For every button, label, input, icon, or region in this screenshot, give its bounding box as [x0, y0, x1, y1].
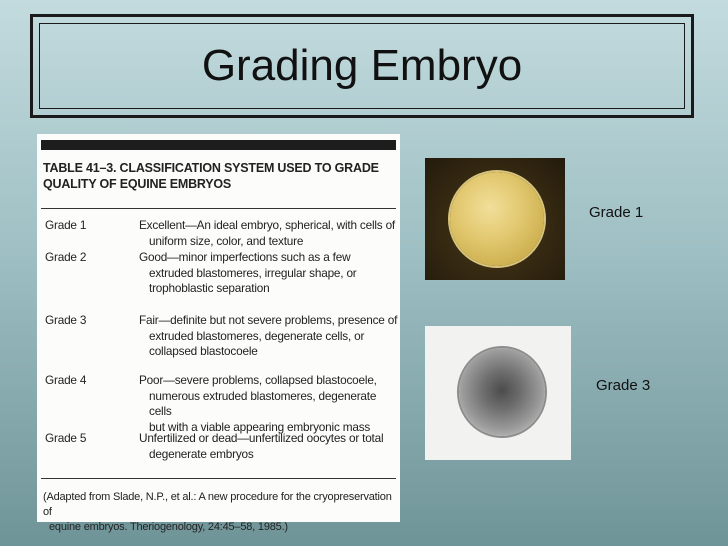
table-title — [43, 160, 393, 192]
description-line: Good—minor imperfections such as a few — [139, 250, 351, 264]
description-line: numerous extruded blastomeres, degenerate cells — [149, 388, 377, 418]
grade-1-embryo-photo — [425, 158, 565, 280]
description-line: but with a viable appearing embryonic mass — [149, 419, 371, 434]
description-line: uniform size, color, and texture — [149, 233, 304, 248]
description-line: Excellent—An ideal embryo, spherical, with cells of — [139, 218, 396, 232]
description-line: Poor—severe problems, collapsed blastocoele, — [139, 373, 377, 387]
grade-description — [139, 431, 401, 462]
grade-description — [139, 373, 401, 435]
grade-1-embryo — [450, 172, 544, 266]
table-footer-rule — [41, 478, 396, 479]
description-line: degenerate embryos — [149, 446, 254, 461]
title-frame — [30, 14, 694, 118]
table-top-rule — [41, 140, 396, 150]
description-line: extruded blastomeres, degenerate cells, or — [149, 328, 365, 343]
description-line: extruded blastomeres, irregular shape, or — [149, 265, 357, 280]
grade-3-embryo — [459, 348, 545, 436]
grade-3-embryo-photo — [425, 326, 571, 460]
slide-title: Grading Embryo — [201, 41, 523, 90]
source-line-1: (Adapted from Slade, N.P., et al.: A new procedure for the cryopreservation of — [43, 491, 392, 518]
table-title-line-2: QUALITY OF EQUINE EMBRYOS — [43, 177, 232, 191]
description-line: Unfertilized or dead—unfertilized oocytes or total — [139, 431, 384, 445]
table-header-rule — [41, 208, 396, 209]
table-title-line-1: TABLE 41–3. CLASSIFICATION SYSTEM USED TO GRADE — [43, 161, 379, 175]
grade-description — [139, 218, 401, 249]
description-line: collapsed blastocoele — [149, 344, 258, 358]
grade-label: Grade 4 — [45, 373, 87, 387]
description-line: trophoblastic separation — [149, 281, 270, 295]
table-source-note — [43, 490, 398, 535]
grade-label: Grade 2 — [45, 250, 87, 264]
grade-label: Grade 3 — [45, 313, 87, 327]
classification-table-image — [37, 134, 400, 533]
grade-description — [139, 313, 401, 360]
grade-label: Grade 1 — [45, 218, 87, 232]
grade-1-caption: Grade 1 — [589, 204, 644, 221]
grade-3-caption: Grade 3 — [596, 377, 651, 394]
source-line-2: equine embryos. Theriogenology, 24:45–58, 1985.) — [49, 521, 288, 533]
grade-description — [139, 250, 401, 297]
description-line: Fair—definite but not severe problems, presence of — [139, 313, 398, 327]
grade-label: Grade 5 — [45, 431, 87, 445]
